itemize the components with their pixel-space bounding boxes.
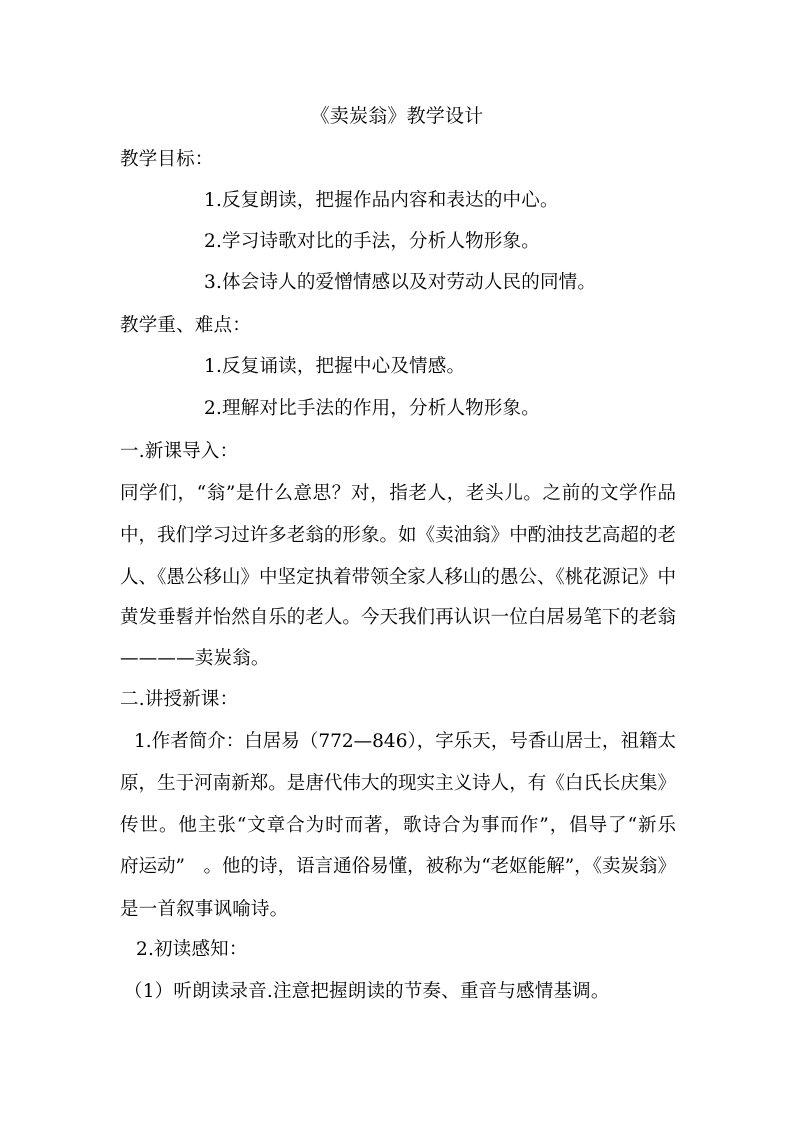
document-title: 《卖炭翁》教学设计 <box>310 105 484 127</box>
objectives-heading: 教学目标： <box>120 149 214 170</box>
key-point-item-1: 1.反复诵读，把握中心及情感。 <box>204 356 466 377</box>
intro-line-2: 中，我们学习过许多老翁的形象。如《卖油翁》中酌油技艺高超的老 <box>120 525 676 546</box>
objective-item-2: 2.学习诗歌对比的手法，分析人物形象。 <box>204 231 540 252</box>
author-line-5: 是一首叙事讽喻诗。 <box>120 899 289 920</box>
key-point-item-2: 2.理解对比手法的作用，分析人物形象。 <box>204 398 540 419</box>
intro-line-1: 同学们，“翁”是什么意思？对，指老人，老头儿。之前的文学作品 <box>120 483 676 504</box>
section1-heading: 一.新课导入： <box>120 441 239 462</box>
objective-item-1: 1.反复朗读，把握作品内容和表达的中心。 <box>204 190 559 211</box>
objective-item-3: 3.体会诗人的爱憎情感以及对劳动人民的同情。 <box>204 272 597 293</box>
intro-line-5: ————卖炭翁。 <box>120 648 270 669</box>
sub-heading-first-reading: 2.初读感知： <box>136 939 248 960</box>
section2-heading: 二.讲授新课： <box>120 689 239 710</box>
intro-line-3: 人、《愚公移山》中坚定执着带领全家人移山的愚公、《桃花源记》中 <box>120 567 676 588</box>
author-line-1: 1.作者简介：白居易（772—846），字乐天，号香山居士，祖籍太 <box>134 731 676 752</box>
author-line-2: 原，生于河南新郑。是唐代伟大的现实主义诗人，有《白氏长庆集》 <box>120 773 676 794</box>
step-1-text: （1）听朗读录音.注意把握朗读的节奏、重音与感情基调。 <box>124 981 610 1002</box>
intro-line-4: 黄发垂髫并怡然自乐的老人。今天我们再认识一位白居易笔下的老翁 <box>120 607 676 628</box>
author-line-3: 传世。他主张“文章合为时而著，歌诗合为事而作”，倡导了“新乐 <box>120 815 676 836</box>
key-points-heading: 教学重、难点： <box>120 315 251 336</box>
author-line-4: 府运动” 。他的诗，语言通俗易懂，被称为“老妪能解”，《卖炭翁》 <box>120 856 676 877</box>
